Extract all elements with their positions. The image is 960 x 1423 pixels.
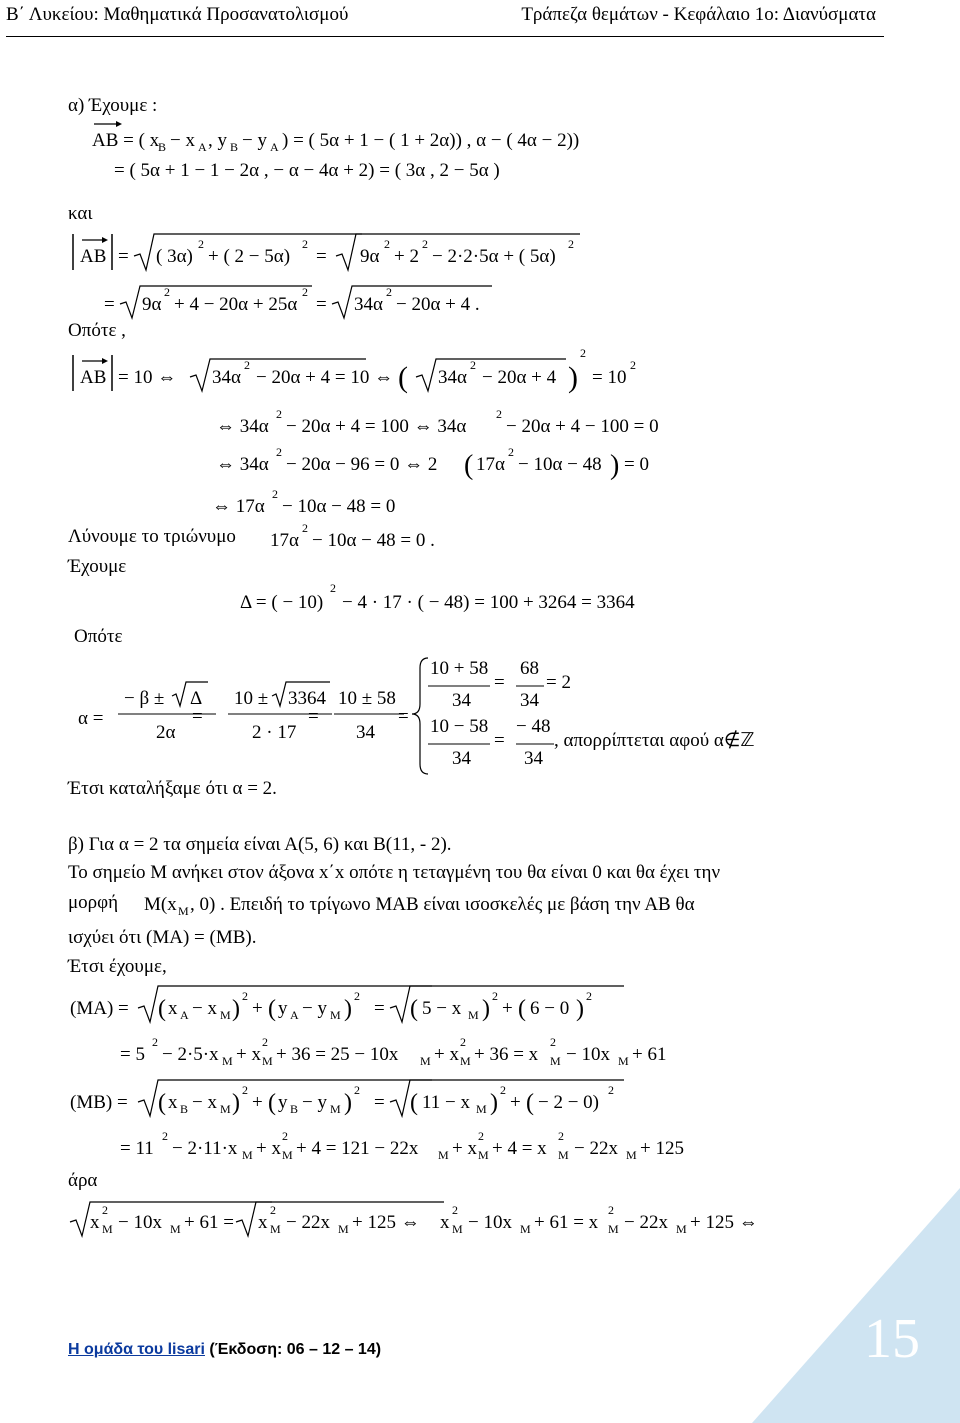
svg-text:2: 2: [242, 989, 248, 1003]
svg-text:− 10α − 48 = 0: − 10α − 48 = 0: [282, 496, 396, 517]
svg-text:2: 2: [586, 989, 592, 1003]
svg-text:=: =: [374, 998, 385, 1019]
svg-text:2: 2: [302, 285, 308, 299]
equation-line-4: [210, 488, 450, 522]
svg-text:(: (: [410, 1090, 418, 1116]
svg-text:=: =: [118, 246, 129, 267]
svg-text:34: 34: [452, 748, 471, 769]
svg-text:B: B: [290, 1102, 299, 1116]
svg-text:34: 34: [524, 748, 543, 769]
part-b-line-2: Το σημείο Μ ανήκει στον άξονα x΄x οπότε η τεταγμένη του θα είναι 0 και θα έχει την: [68, 862, 721, 883]
svg-text:M: M: [282, 1148, 293, 1162]
mb-equation-1: [68, 1076, 628, 1122]
svg-text:− x: − x: [192, 998, 217, 1019]
svg-text:2: 2: [492, 989, 498, 1003]
svg-text:− 20α − 96 = 0 ⇔ 2: − 20α − 96 = 0 ⇔ 2: [286, 454, 438, 475]
svg-text:x: x: [168, 1092, 178, 1113]
svg-text:9α: 9α: [360, 246, 380, 267]
svg-text:11 − x: 11 − x: [422, 1092, 471, 1113]
svg-text:M: M: [438, 1148, 449, 1162]
svg-text:x: x: [440, 1212, 450, 1233]
svg-text:( 3α): ( 3α): [156, 246, 193, 267]
svg-text:(: (: [518, 996, 526, 1022]
svg-text:A: A: [270, 140, 279, 154]
svg-text:− β ±: − β ±: [124, 688, 165, 709]
svg-text:A: A: [198, 140, 207, 154]
word-opote: Οπότε: [74, 626, 123, 647]
svg-text:− y: − y: [302, 998, 327, 1019]
svg-text:AB: AB: [80, 246, 107, 267]
svg-text:): ): [576, 996, 584, 1022]
svg-text:M: M: [222, 1054, 233, 1068]
word-ara: άρα: [68, 1170, 98, 1191]
svg-text:17α: 17α: [476, 454, 505, 475]
svg-text:M: M: [452, 1222, 463, 1236]
svg-text:− y: − y: [302, 1092, 327, 1113]
svg-text:− 20α + 4 − 100 = 0: − 20α + 4 − 100 = 0: [506, 416, 659, 437]
part-a-intro: α) Έχουμε :: [68, 95, 158, 116]
svg-text:M: M: [520, 1222, 531, 1236]
discriminant-equation: [238, 580, 638, 620]
svg-text:17α: 17α: [270, 530, 299, 551]
svg-text:9α: 9α: [142, 294, 162, 315]
vector-ab-equation-2: = ( 5α + 1 − 1 − 2α , − α − 4α + 2) = ( 3α , 2 − 5α ): [114, 160, 500, 181]
svg-text:2: 2: [164, 285, 170, 299]
svg-text:M: M: [460, 1054, 471, 1068]
svg-text:− 22x: − 22x: [574, 1138, 618, 1159]
svg-text:=: =: [316, 294, 327, 315]
svg-text:2: 2: [244, 358, 250, 372]
svg-text:− 48: − 48: [516, 716, 551, 737]
svg-text:y: y: [278, 998, 288, 1019]
svg-text:5 − x: 5 − x: [422, 998, 462, 1019]
solve-text: Λύνουμε το τριώνυμο: [68, 526, 236, 547]
svg-text:34: 34: [452, 690, 471, 711]
svg-text:M: M: [102, 1222, 113, 1236]
svg-text:2: 2: [276, 445, 282, 459]
svg-text:M: M: [170, 1222, 181, 1236]
svg-text:B: B: [158, 140, 167, 154]
vector-ab-equation-1: [86, 118, 646, 158]
solve-polynomial: [268, 520, 468, 554]
svg-text:AB = ( x: AB = ( x: [92, 130, 160, 151]
svg-text:2: 2: [354, 1083, 360, 1097]
page-number: 15: [864, 1308, 920, 1370]
svg-text:− 2·5·x: − 2·5·x: [162, 1044, 219, 1065]
ma-equation-1: [68, 982, 628, 1028]
svg-text:M: M: [330, 1008, 341, 1022]
svg-text:M: M: [330, 1102, 341, 1116]
svg-text:(ΜΒ) =: (ΜΒ) =: [70, 1092, 128, 1113]
svg-text:− y: − y: [242, 130, 267, 151]
svg-text:− 10α − 48 = 0 .: − 10α − 48 = 0 .: [312, 530, 435, 551]
svg-text:2: 2: [630, 358, 636, 372]
part-b-line-1: β) Για α = 2 τα σημεία είναι Α(5, 6) και Β(11, - 2).: [68, 834, 452, 855]
svg-text:M: M: [550, 1054, 561, 1068]
svg-text:34: 34: [356, 722, 375, 743]
svg-text:M: M: [178, 904, 189, 918]
word-opote-comma: Οπότε ,: [68, 320, 126, 341]
svg-text:M: M: [676, 1222, 687, 1236]
svg-text:): ): [232, 996, 240, 1022]
svg-text:A: A: [180, 1008, 189, 1022]
svg-text:2: 2: [470, 358, 476, 372]
svg-text:10 ±: 10 ±: [234, 688, 269, 709]
svg-text:+ 4 = 121 − 22x: + 4 = 121 − 22x: [296, 1138, 419, 1159]
footer-edition: (Έκδοση: 06 – 12 – 14): [209, 1341, 382, 1358]
svg-text:− 22x: − 22x: [286, 1212, 330, 1233]
svg-text:M: M: [220, 1102, 231, 1116]
svg-text:+: +: [502, 998, 513, 1019]
svg-text:2: 2: [478, 1129, 484, 1143]
svg-text:=: =: [494, 672, 505, 693]
part-b-line-5: Έτσι έχουμε,: [68, 956, 167, 977]
svg-text:6 − 0: 6 − 0: [530, 998, 570, 1019]
svg-text:34α: 34α: [212, 367, 241, 388]
svg-text:M: M: [558, 1148, 569, 1162]
svg-text:B: B: [230, 140, 239, 154]
svg-text:2: 2: [460, 1035, 466, 1049]
svg-text:2: 2: [270, 1203, 276, 1217]
svg-text:+: +: [510, 1092, 521, 1113]
svg-text:2: 2: [302, 237, 308, 251]
svg-text:34: 34: [520, 690, 539, 711]
svg-text:= 5: = 5: [120, 1044, 145, 1065]
svg-text:+ 61: + 61: [632, 1044, 667, 1065]
svg-text:Δ: Δ: [190, 688, 203, 709]
svg-text:, y: , y: [208, 130, 227, 151]
svg-text:): ): [482, 996, 490, 1022]
svg-text:2: 2: [262, 1035, 268, 1049]
svg-text:= 10: = 10: [592, 367, 627, 388]
svg-text:): ): [490, 1090, 498, 1116]
svg-text:+ x: + x: [256, 1138, 281, 1159]
header-right: Τράπεζα θεμάτων - Κεφάλαιο 1ο: Διανύσματα: [521, 4, 876, 25]
svg-text:M: M: [608, 1222, 619, 1236]
svg-text:2: 2: [330, 581, 336, 595]
svg-text:− 10x: − 10x: [566, 1044, 610, 1065]
svg-text:= 11: = 11: [120, 1138, 154, 1159]
svg-text:2: 2: [242, 1083, 248, 1097]
svg-text:+: +: [252, 1092, 263, 1113]
svg-text:x: x: [258, 1212, 268, 1233]
svg-text:2: 2: [496, 408, 502, 421]
svg-text:2: 2: [500, 1083, 506, 1097]
svg-text:⇔ 34α: ⇔ 34α: [216, 454, 269, 475]
svg-text:+ 125 ⇔: + 125 ⇔: [352, 1212, 420, 1233]
svg-text:+ 125 ⇔: + 125 ⇔: [690, 1212, 758, 1233]
svg-text:y: y: [278, 1092, 288, 1113]
svg-text:2: 2: [276, 408, 282, 421]
svg-text:M: M: [618, 1054, 629, 1068]
svg-text:2: 2: [384, 237, 390, 251]
svg-text:+: +: [252, 998, 263, 1019]
svg-text:): ): [344, 1090, 352, 1116]
svg-text:+ 4 = x: + 4 = x: [492, 1138, 547, 1159]
svg-text:2: 2: [608, 1083, 614, 1097]
svg-text:, 0) . Επειδή το τρίγωνο ΜΑΒ ε: , 0) . Επειδή το τρίγωνο ΜΑΒ είναι ισοσκελές με βάση την ΑΒ θα: [190, 894, 695, 915]
svg-text:(: (: [268, 1090, 276, 1116]
svg-text:+ 36 = x: + 36 = x: [474, 1044, 539, 1065]
svg-text:+ 125: + 125: [640, 1138, 684, 1159]
svg-text:2: 2: [282, 1129, 288, 1143]
svg-text:A: A: [290, 1008, 299, 1022]
mb-equation-2: [118, 1128, 758, 1164]
svg-text:− 20α + 4 .: − 20α + 4 .: [396, 294, 480, 315]
part-b-line-4: ισχύει ότι (ΜΑ) = (ΜΒ).: [68, 927, 257, 948]
svg-text:3364: 3364: [288, 688, 326, 709]
svg-text:Δ = ( − 10): Δ = ( − 10): [240, 592, 324, 613]
svg-text:⇔ 34α: ⇔ 34α: [216, 416, 269, 437]
svg-text:AB: AB: [80, 367, 107, 388]
svg-text:2: 2: [580, 346, 586, 360]
svg-text:2: 2: [422, 237, 428, 251]
svg-text:=: =: [308, 706, 319, 727]
svg-text:10 + 58: 10 + 58: [430, 658, 489, 679]
roots-formula: [76, 652, 816, 776]
header-rule: [6, 36, 884, 37]
svg-text:(: (: [526, 1090, 534, 1116]
norm-equals-10-equation: [70, 345, 650, 397]
svg-text:M: M: [626, 1148, 637, 1162]
svg-text:M: M: [338, 1222, 349, 1236]
svg-text:M: M: [420, 1054, 431, 1068]
svg-text:+ 61 =: + 61 =: [184, 1212, 234, 1233]
svg-text:=: =: [374, 1092, 385, 1113]
footer: [68, 1341, 381, 1359]
svg-text:− 20α + 4 = 100 ⇔ 34α: − 20α + 4 = 100 ⇔ 34α: [286, 416, 467, 437]
svg-text:− 20α + 4 = 10 ⇔: − 20α + 4 = 10 ⇔: [256, 367, 394, 388]
svg-text:− 10α − 48: − 10α − 48: [518, 454, 602, 475]
svg-text:M: M: [476, 1102, 487, 1116]
svg-text:⇔ 17α: ⇔ 17α: [212, 496, 265, 517]
svg-text:− 4 · 17 · ( − 48) = 100 + 326: − 4 · 17 · ( − 48) = 100 + 3264 = 3364: [342, 592, 635, 613]
word-kai: και: [68, 203, 93, 224]
svg-text:, απορρίπτεται αφού α∉ℤ: , απορρίπτεται αφού α∉ℤ: [554, 730, 755, 751]
svg-text:+ 2: + 2: [394, 246, 419, 267]
svg-text:M: M: [468, 1008, 479, 1022]
svg-text:M: M: [478, 1148, 489, 1162]
svg-text:2: 2: [152, 1035, 158, 1049]
svg-text:(: (: [410, 996, 418, 1022]
svg-text:− x: − x: [170, 130, 195, 151]
svg-text:+ x: + x: [452, 1138, 477, 1159]
svg-text:M: M: [270, 1222, 281, 1236]
svg-text:68: 68: [520, 658, 539, 679]
svg-text:M: M: [242, 1148, 253, 1162]
svg-text:) = ( 5α + 1 − ( 1 + 2α)) , α: ) = ( 5α + 1 − ( 1 + 2α)) , α − ( 4α − 2)): [282, 130, 580, 151]
svg-text:2: 2: [608, 1203, 614, 1217]
svg-text:(ΜΑ) =: (ΜΑ) =: [70, 998, 129, 1019]
svg-text:2α: 2α: [156, 722, 176, 743]
svg-text:= 10 ⇔: = 10 ⇔: [118, 367, 177, 388]
svg-text:10 − 58: 10 − 58: [430, 716, 489, 737]
svg-text:2: 2: [162, 1129, 168, 1143]
svg-text:2: 2: [568, 237, 574, 251]
svg-text:− 2·11·x: − 2·11·x: [172, 1138, 238, 1159]
svg-text:α =: α =: [78, 708, 104, 729]
svg-text:= 2: = 2: [546, 672, 571, 693]
svg-text:+ 4 − 20α + 25α: + 4 − 20α + 25α: [174, 294, 298, 315]
equation-line-2: [214, 408, 694, 442]
svg-text:=: =: [398, 706, 409, 727]
svg-text:+ x: + x: [236, 1044, 261, 1065]
norm-ab-equation-2: [100, 284, 500, 320]
svg-text:10 ± 58: 10 ± 58: [338, 688, 396, 709]
svg-text:=: =: [494, 730, 505, 751]
svg-text:2: 2: [550, 1035, 556, 1049]
svg-text:− 22x: − 22x: [624, 1212, 668, 1233]
footer-group-link[interactable]: Η ομάδα του lisari: [68, 1341, 205, 1358]
svg-text:(: (: [464, 450, 474, 481]
conclusion-a: Έτσι καταλήξαμε ότι α = 2.: [68, 778, 277, 799]
svg-text:(: (: [158, 1090, 166, 1116]
final-equation: [68, 1198, 808, 1242]
svg-text:): ): [232, 1090, 240, 1116]
svg-text:): ): [568, 361, 578, 394]
svg-text:=: =: [104, 294, 115, 315]
equation-line-3: [214, 444, 694, 482]
svg-text:− 10x: − 10x: [468, 1212, 512, 1233]
svg-text:+ 61 = x: + 61 = x: [534, 1212, 599, 1233]
svg-text:(: (: [268, 996, 276, 1022]
svg-text:B: B: [180, 1102, 189, 1116]
svg-text:M: M: [262, 1054, 273, 1068]
svg-text:+ ( 2 − 5α): + ( 2 − 5α): [208, 246, 291, 267]
svg-text:− 20α + 4: − 20α + 4: [482, 367, 557, 388]
header-left: Β΄ Λυκείου: Μαθηματικά Προσανατολισμού: [6, 4, 349, 25]
svg-text:2 · 17: 2 · 17: [252, 722, 297, 743]
svg-text:): ): [344, 996, 352, 1022]
svg-text:2: 2: [386, 285, 392, 299]
norm-ab-equation-1: [70, 230, 590, 276]
ma-equation-2: [118, 1034, 738, 1070]
svg-text:2: 2: [272, 488, 278, 501]
svg-text:34α: 34α: [354, 294, 383, 315]
svg-text:2: 2: [302, 521, 308, 535]
svg-text:− 2·2·5α + ( 5α): − 2·2·5α + ( 5α): [432, 246, 556, 267]
corner-triangle-decoration: [752, 1188, 960, 1423]
part-b-line-3b: [142, 886, 822, 920]
svg-text:2: 2: [558, 1129, 564, 1143]
svg-text:34α: 34α: [438, 367, 467, 388]
svg-text:= 0: = 0: [624, 454, 649, 475]
svg-text:M: M: [220, 1008, 231, 1022]
svg-text:− x: − x: [192, 1092, 217, 1113]
svg-text:2: 2: [354, 989, 360, 1003]
svg-text:(: (: [398, 361, 408, 394]
svg-text:x: x: [168, 998, 178, 1019]
svg-text:x: x: [90, 1212, 100, 1233]
svg-text:=: =: [192, 706, 203, 727]
svg-text:): ): [610, 450, 620, 481]
svg-text:Μ(x: Μ(x: [144, 894, 177, 915]
part-b-line-3a: μορφή: [68, 892, 119, 913]
svg-text:(: (: [158, 996, 166, 1022]
svg-text:− 10x: − 10x: [118, 1212, 162, 1233]
svg-text:− 2 − 0): − 2 − 0): [538, 1092, 600, 1113]
svg-text:2: 2: [452, 1203, 458, 1217]
page-header: [0, 0, 960, 38]
svg-text:2: 2: [102, 1203, 108, 1217]
word-exoume: Έχουμε: [68, 556, 127, 577]
svg-text:+ 36 = 25 − 10x: + 36 = 25 − 10x: [276, 1044, 399, 1065]
svg-text:2: 2: [198, 237, 204, 251]
svg-text:=: =: [316, 246, 327, 267]
svg-text:+ x: + x: [434, 1044, 459, 1065]
svg-text:2: 2: [508, 445, 514, 459]
